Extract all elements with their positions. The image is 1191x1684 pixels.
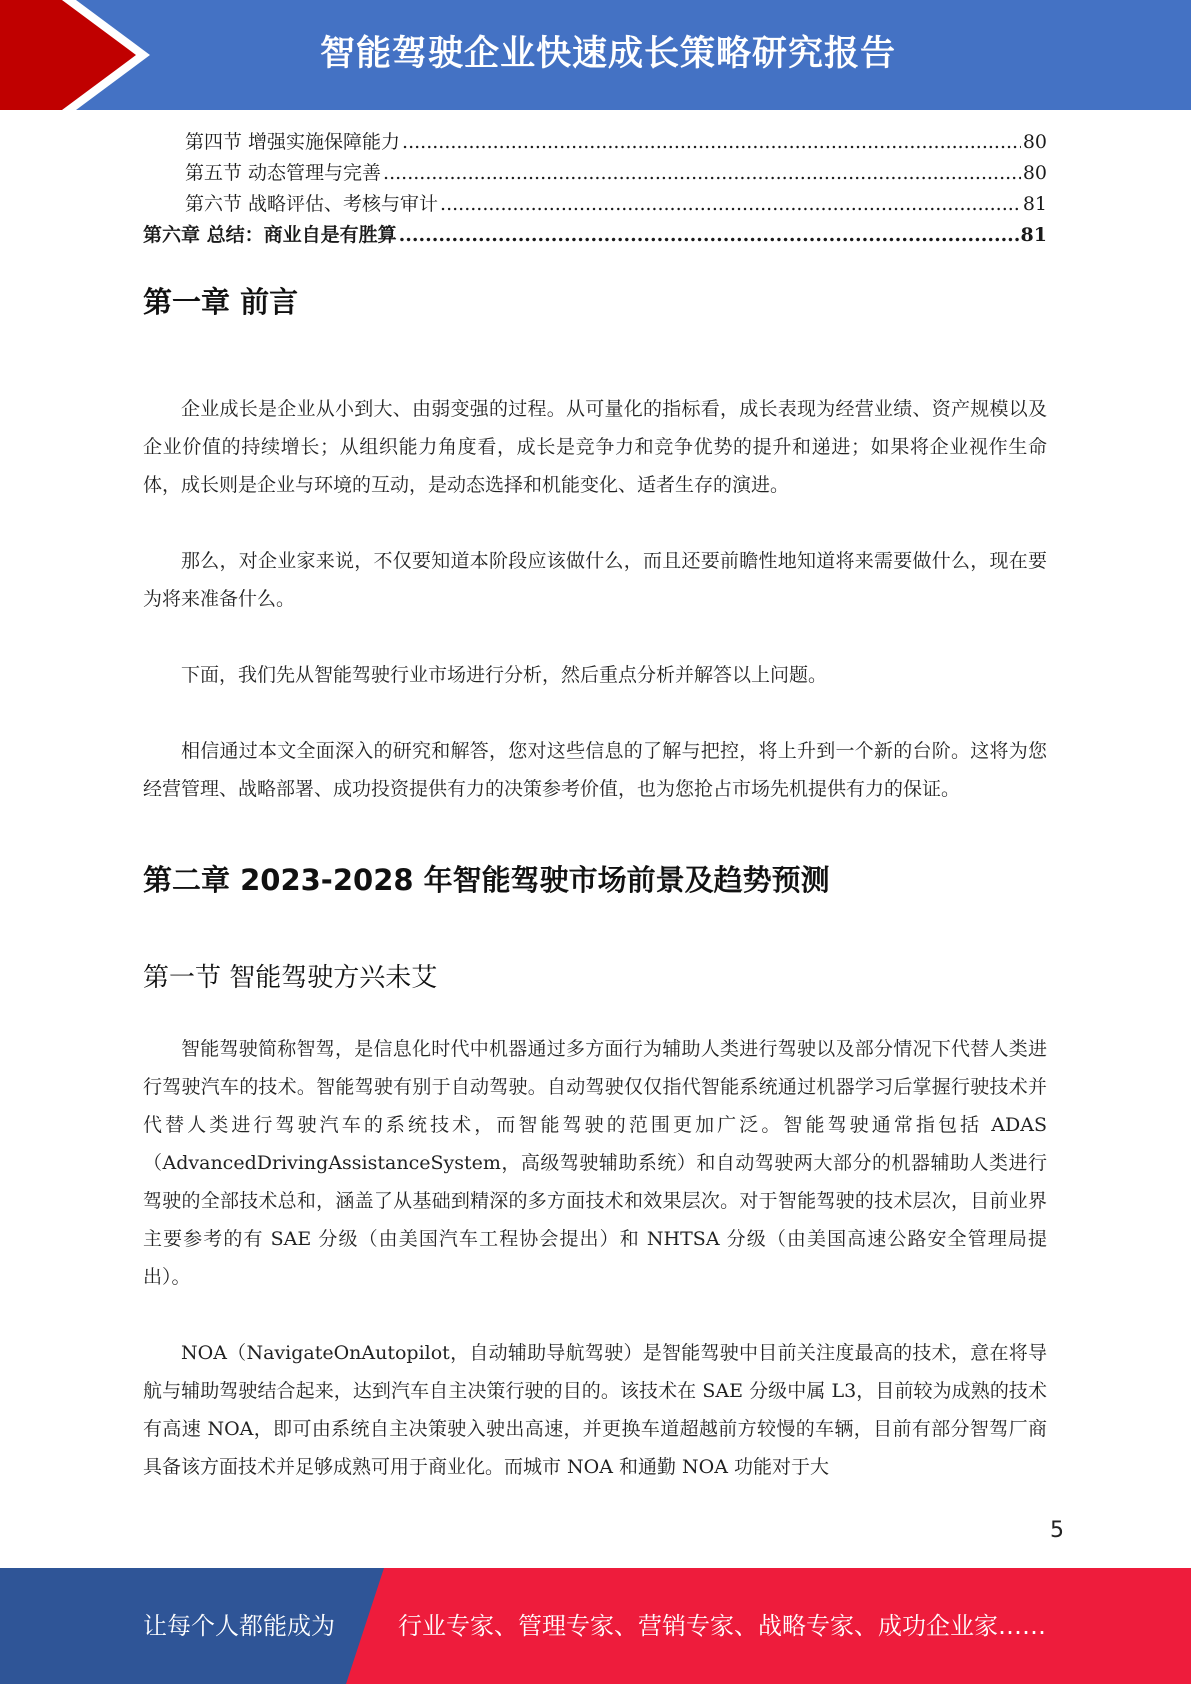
page-footer [0,1568,1191,1684]
toc-leader-dots [440,189,1021,220]
page-number: 5 [1050,1518,1064,1543]
toc-leader-dots [402,127,1021,158]
toc-entry-text: 第五节 动态管理与完善 [185,162,382,184]
toc-entry[interactable] [143,189,1047,220]
toc-entry-page: 80 [1022,131,1047,153]
footer-slogan-left: 让每个人都能成为 [143,1612,335,1640]
toc-entry-text: 第四节 增强实施保障能力 [185,131,401,153]
chapter-heading: 第一章 前言 [143,285,299,319]
toc-entry[interactable] [143,158,1047,189]
paragraph: NOA（NavigateOnAutopilot，自动辅助导航驾驶）是智能驾驶中目前关注度最高的技术，意在将导航与辅助驾驶结合起来，达到汽车自主决策行驶的目的。该技术在 SAE 分级中属 L3，目前较为成熟的技术有高速 NOA，即可由系统自主决策驶入驶出高速，并更换车道超越前方较慢的车辆，目前有部分智驾厂商具备该方面技术并足够成熟可用于商业化。而城市 NOA 和通勤 NOA 功能对于大 [143,1342,1047,1478]
paragraph: 相信通过本文全面深入的研究和解答，您对这些信息的了解与把控，将上升到一个新的台阶。这将为您经营管理、战略部署、成功投资提供有力的决策参考价值，也为您抢占市场先机提供有力的保证。 [143,740,1047,800]
toc-entry-text: 第六节 战略评估、考核与审计 [185,193,439,215]
page-header [0,0,1191,110]
paragraph: 企业成长是企业从小到大、由弱变强的过程。从可量化的指标看，成长表现为经营业绩、资产规模以及企业价值的持续增长；从组织能力角度看，成长是竞争力和竞争优势的提升和递进；如果将企业视作生命体，成长则是企业与环境的互动，是动态选择和机能变化、适者生存的演进。 [143,398,1047,496]
paragraph: 智能驾驶简称智驾，是信息化时代中机器通过多方面行为辅助人类进行驾驶以及部分情况下代替人类进行驾驶汽车的技术。智能驾驶有别于自动驾驶。自动驾驶仅仅指代智能系统通过机器学习后掌握行驶技术并代替人类进行驾驶汽车的系统技术，而智能驾驶的范围更加广泛。智能驾驶通常指包括 ADAS（AdvancedDrivingAssistanceSystem，高级驾驶辅助系统）和自动驾驶两大部分的机器辅助人类进行驾驶的全部技术总和，涵盖了从基础到精深的多方面技术和效果层次。对于智能驾驶的技术层次，目前业界主要参考的有 SAE 分级（由美国汽车工程协会提出）和 NHTSA 分级（由美国高速公路安全管理局提出）。 [143,1038,1047,1288]
section-heading: 第一节 智能驾驶方兴未艾 [143,963,438,993]
header-arrow-red [0,0,148,110]
report-title: 智能驾驶企业快速成长策略研究报告 [320,34,897,74]
paragraph: 下面，我们先从智能驾驶行业市场进行分析，然后重点分析并解答以上问题。 [181,664,828,686]
main-content [143,280,1047,1486]
footer-slogan-right: 行业专家、管理专家、营销专家、战略专家、成功企业家…… [398,1612,1046,1640]
table-of-contents [143,127,1047,251]
toc-entry-page: 81 [1022,193,1047,215]
chapter-heading: 第二章 2023-2028 年智能驾驶市场前景及趋势预测 [143,863,830,897]
toc-entry-page: 80 [1022,162,1047,184]
toc-leader-dots [383,158,1021,189]
paragraph: 那么，对企业家来说，不仅要知道本阶段应该做什么，而且还要前瞻性地知道将来需要做什么，现在要为将来准备什么。 [143,550,1047,610]
toc-entry-chapter[interactable] [143,220,1047,251]
toc-entry-page: 81 [1020,224,1047,246]
toc-leader-dots [399,220,1019,251]
toc-entry-text: 第六章 总结：商业自是有胜算 [143,224,397,246]
toc-entry[interactable] [143,127,1047,158]
